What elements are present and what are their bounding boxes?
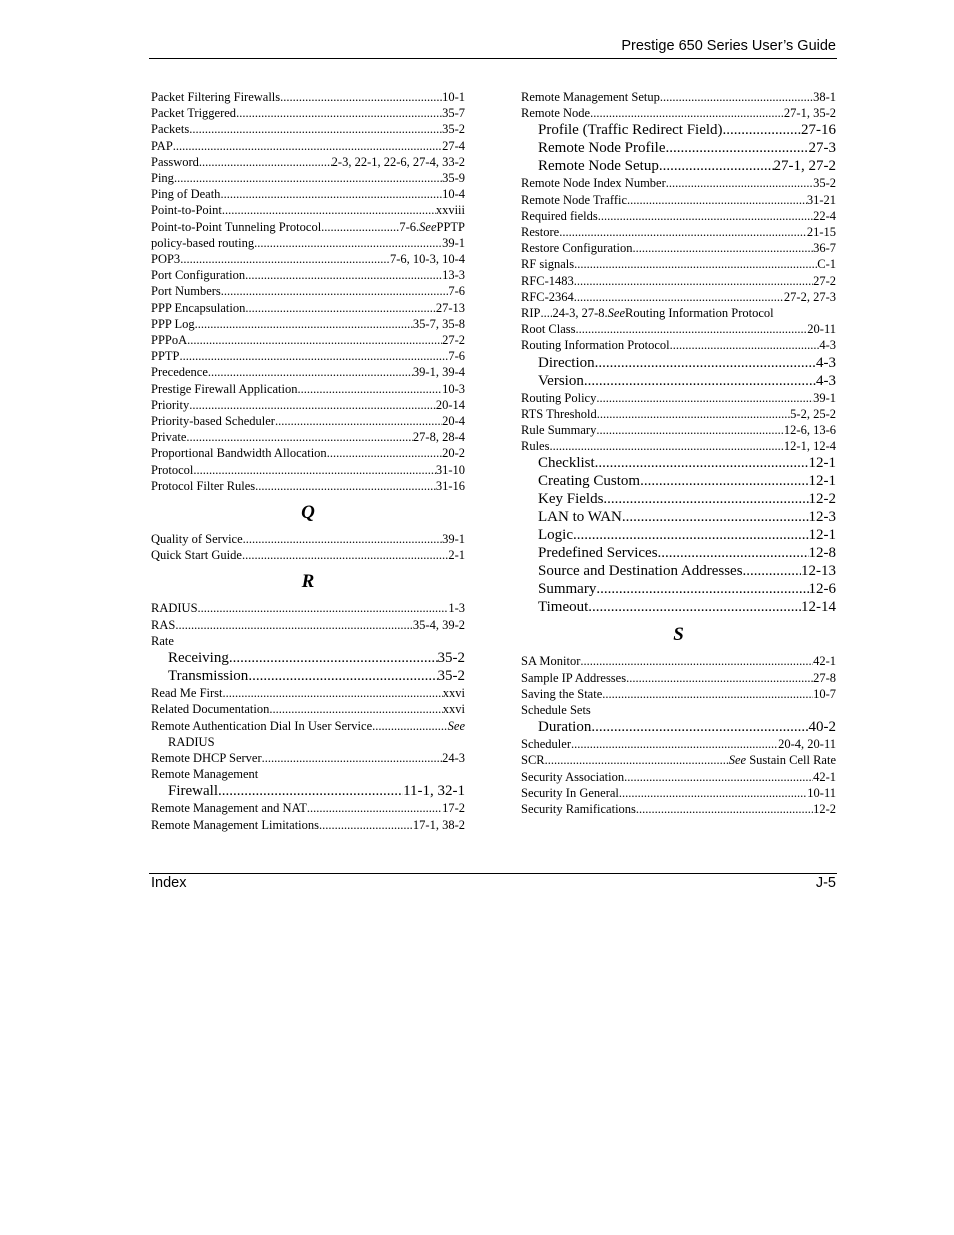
index-entry: Packet Filtering Firewalls ..... 10-1 [151, 89, 465, 105]
index-subentry: Transmission ..... 35-2 [151, 667, 465, 685]
index-entry: Rules ..... 12-1, 12-4 [521, 438, 836, 454]
index-entry: RFC-1483 ..... 27-2 [521, 273, 836, 289]
index-see-reference: RADIUS [168, 734, 215, 749]
s-entries-2 [521, 769, 836, 818]
index-entry: RFC-2364 ..... 27-2, 27-3 [521, 289, 836, 305]
index-entry: RADIUS ..... 1-3 [151, 600, 465, 616]
footer-rule [149, 873, 837, 874]
index-entry: Root Class ..... 20-11 [521, 321, 836, 337]
section-letter-s: S [673, 624, 684, 646]
index-subentry: Summary ..... 12-6 [521, 580, 836, 598]
index-entry: Private ..... 27-8, 28-4 [151, 429, 465, 445]
index-entry: SCR ..... See Sustain Cell Rate [521, 752, 836, 768]
footer-section-label: Index [151, 875, 187, 891]
index-entry: Protocol Filter Rules ..... 31-16 [151, 478, 465, 494]
index-entry: RTS Threshold ..... 5-2, 25-2 [521, 406, 836, 422]
r-entries-2 [521, 175, 836, 305]
q-entries [151, 531, 465, 563]
index-subentry: LAN to WAN ..... 12-3 [521, 508, 836, 526]
index-entry: Priority-based Scheduler ..... 20-4 [151, 413, 465, 429]
index-heading: Remote Management [151, 767, 259, 782]
index-heading: Rate [151, 633, 174, 648]
index-entry: Point-to-Point Tunneling Protocol ..... 7-6. See PPTP [151, 219, 465, 235]
index-column-right [521, 89, 836, 817]
header-rule [149, 58, 837, 59]
index-entry: Security In General ..... 10-11 [521, 785, 836, 801]
index-entry: RAS ..... 35-4, 39-2 [151, 617, 465, 633]
index-entry: Routing Policy ..... 39-1 [521, 390, 836, 406]
index-entry: Required fields ..... 22-4 [521, 208, 836, 224]
index-entry: policy-based routing ..... 39-1 [151, 235, 465, 251]
s-entries-1 [521, 653, 836, 702]
index-entry: RF signals ..... C-1 [521, 256, 836, 272]
index-entry: PPTP ..... 7-6 [151, 348, 465, 364]
index-entry: Read Me First ..... xxvi [151, 685, 465, 701]
index-subentry: Profile (Traffic Redirect Field) ..... 27-16 [521, 121, 836, 139]
index-entry: Priority ..... 20-14 [151, 397, 465, 413]
index-entry: Remote Management Setup ..... 38-1 [521, 89, 836, 105]
index-entry: Ping ..... 35-9 [151, 170, 465, 186]
index-entry: Security Ramifications ..... 12-2 [521, 801, 836, 817]
section-letter-q: Q [301, 502, 315, 524]
index-subentry: Remote Node Setup ..... 27-1, 27-2 [521, 157, 836, 175]
index-entry: Remote Node Traffic ..... 31-21 [521, 192, 836, 208]
index-subentry: Key Fields ..... 12-2 [521, 490, 836, 508]
index-subentry: Version ..... 4-3 [521, 372, 836, 390]
index-subentry: Timeout ..... 12-14 [521, 598, 836, 616]
rip-subentries [521, 354, 836, 390]
index-entry: Remote Management and NAT ..... 17-2 [151, 800, 465, 816]
index-entry: Protocol ..... 31-10 [151, 462, 465, 478]
index-entry: Quality of Service ..... 39-1 [151, 531, 465, 547]
index-entry: Packet Triggered ..... 35-7 [151, 105, 465, 121]
p-entries [151, 89, 465, 494]
index-subentry: Logic ..... 12-1 [521, 526, 836, 544]
index-heading: Schedule Sets [521, 703, 591, 718]
index-entry: Restore ..... 21-15 [521, 224, 836, 240]
rules-subentries [521, 454, 836, 616]
index-entry: SA Monitor ..... 42-1 [521, 653, 836, 669]
index-entry: Remote DHCP Server ..... 24-3 [151, 750, 465, 766]
index-entry: Proportional Bandwidth Allocation ..... 20-2 [151, 445, 465, 461]
index-entry: Scheduler ..... 20-4, 20-11 [521, 736, 836, 752]
index-entry: Related Documentation ..... xxvi [151, 701, 465, 717]
index-entry: Port Numbers ..... 7-6 [151, 283, 465, 299]
r-entries-left [151, 600, 465, 832]
index-column-left [151, 89, 465, 833]
index-entry: Rule Summary ..... 12-6, 13-6 [521, 422, 836, 438]
index-subentry: Checklist ..... 12-1 [521, 454, 836, 472]
index-entry: Remote Management Limitations ..... 17-1, 38-2 [151, 817, 465, 833]
index-entry: PPP Encapsulation ..... 27-13 [151, 300, 465, 316]
index-entry: Restore Configuration ..... 36-7 [521, 240, 836, 256]
footer-page-number: J-5 [815, 875, 836, 891]
index-entry: Quick Start Guide ..... 2-1 [151, 547, 465, 563]
index-subentry: Remote Node Profile ..... 27-3 [521, 139, 836, 157]
index-subentry: Direction ..... 4-3 [521, 354, 836, 372]
running-header-title: Prestige 650 Series User’s Guide [621, 38, 836, 54]
index-entry: PAP ..... 27-4 [151, 138, 465, 154]
remote-node-subentries [521, 121, 836, 175]
index-entry: POP3 ..... 7-6, 10-3, 10-4 [151, 251, 465, 267]
index-entry: Remote Node Index Number ..... 35-2 [521, 175, 836, 191]
index-entry: PPPoA ..... 27-2 [151, 332, 465, 348]
index-entry: RIP ..... 24-3, 27-8. See Routing Information Protocol [521, 305, 836, 321]
section-letter-r: R [301, 571, 315, 593]
index-entry: Packets ..... 35-2 [151, 121, 465, 137]
r-entries-1 [521, 89, 836, 121]
index-subentry: Source and Destination Addresses ..... 12-13 [521, 562, 836, 580]
index-entry: Prestige Firewall Application ..... 10-3 [151, 381, 465, 397]
index-entry: Remote Node ..... 27-1, 35-2 [521, 105, 836, 121]
index-entry: Sample IP Addresses ..... 27-8 [521, 670, 836, 686]
index-entry: Port Configuration ..... 13-3 [151, 267, 465, 283]
index-subentry: Creating Custom ..... 12-1 [521, 472, 836, 490]
index-entry: Saving the State ..... 10-7 [521, 686, 836, 702]
r-entries-3 [521, 321, 836, 353]
index-entry: Ping of Death ..... 10-4 [151, 186, 465, 202]
index-entry: Security Association ..... 42-1 [521, 769, 836, 785]
r-entries-4 [521, 390, 836, 455]
index-subentry: Duration ..... 40-2 [521, 718, 836, 736]
index-subentry: Predefined Services ..... 12-8 [521, 544, 836, 562]
index-entry: Password ..... 2-3, 22-1, 22-6, 27-4, 33-2 [151, 154, 465, 170]
index-entry: PPP Log ..... 35-7, 35-8 [151, 316, 465, 332]
index-subentry: Receiving ..... 35-2 [151, 649, 465, 667]
index-subentry: Firewall ..... 11-1, 32-1 [151, 782, 465, 800]
index-entry: Point-to-Point ..... xxviii [151, 202, 465, 218]
index-entry: Routing Information Protocol ..... 4-3 [521, 337, 836, 353]
index-entry: Precedence ..... 39-1, 39-4 [151, 364, 465, 380]
index-entry: Remote Authentication Dial In User Service ..... See [151, 718, 465, 734]
